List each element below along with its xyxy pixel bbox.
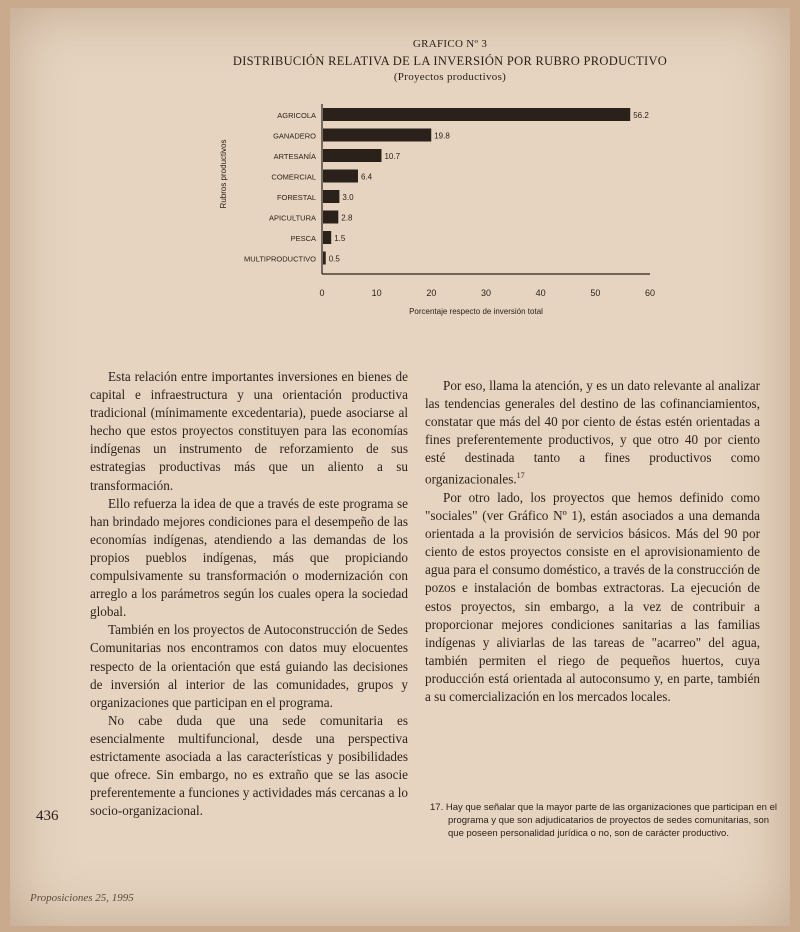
footnote: 17. Hay que señalar que la mayor parte de las organizaciones que participan en el programa y que son adjudicatarios de proyectos de sedes comunitarias, son que poseen personalidad jurídica o no, son de carácter productivo. (430, 802, 777, 839)
x-tick-label: 60 (644, 288, 656, 298)
x-axis-title: Porcentaje respecto de inversión total (409, 307, 543, 316)
bar (323, 211, 338, 224)
bar (323, 231, 331, 244)
category-label: GANADERO (273, 131, 316, 141)
category-label: FORESTAL (276, 193, 316, 202)
category-label: ARTESANÍA (273, 152, 316, 161)
data-label: 19.8 (434, 131, 450, 141)
category-label: COMERCIAL (271, 172, 316, 182)
bar (323, 252, 326, 265)
bar (323, 170, 358, 183)
data-label: 0.5 (328, 254, 340, 264)
book-page (10, 8, 790, 926)
data-label: 6.4 (360, 172, 373, 182)
chart-title: GRAFICO Nº 3 (412, 38, 488, 50)
paragraph: También en los proyectos de Autoconstrucción de Sedes Comunitarias nos encontramos con datos muy elocuentes respecto de la orientación que está guiando las decisiones de inversión al interior de las comunidades, grupos y organizaciones que participan en el programa. (90, 622, 408, 710)
x-tick-label: 30 (480, 288, 492, 298)
data-label: 10.7 (384, 152, 401, 161)
data-label: 1.5 (334, 234, 346, 243)
chart-canvas (10, 8, 790, 348)
x-tick-label: 40 (535, 288, 546, 298)
category-label: APICULTURA (269, 213, 316, 223)
bar (323, 190, 339, 203)
data-label: 2.8 (341, 213, 353, 223)
text-column-left (90, 368, 408, 820)
page-number: 436 (36, 808, 59, 824)
paragraph: No cabe duda que una sede comunitaria es esencialmente multifuncional, desde una perspectiva estrictamente asociada a las características y posibilidades que ofrece. Sin embargo, no es extraño que se las asocie preferentemente a funciones y actividades más cercanas a lo socio-organizacional. (90, 712, 408, 819)
paragraph: Por otro lado, los proyectos que hemos definido como "sociales" (ver Gráfico Nº 1), están asociados a una demanda orientada a la provisión de servicios básicos. Más del 90 por ciento de estos proyectos consiste en el aprovisionamiento de agua para el consumo doméstico, a través de la construcción de pozos e instalación de bombas extractoras. La ejecución de estos proyectos, sin embargo, a la vez de contribuir a proporcionar mejores condiciones sanitarias a las familias indígenas y aliviarlas de las tareas de "acarreo" del agua, también permiten el riego de pequeños huertos, cuya producción está orientada al autoconsumo y, en parte, también a su comercialización en los mercados locales. (425, 489, 760, 704)
paragraph (425, 377, 760, 489)
chart-subtitle: DISTRIBUCIÓN RELATIVA DE LA INVERSIÓN POR RUBRO PRODUCTIVO (232, 54, 668, 68)
bar (323, 129, 431, 142)
footnote-reference: 17 (516, 471, 525, 481)
paragraph: Esta relación entre importantes inversiones en bienes de capital e infraestructura y una orientación productiva tradicional (mínimamente excedentaria), puede asociarse al hecho que estos proyectos constituyen para las economías indígenas un instrumento de reforzamiento de sus estrategias productivas más que un aliento a su transformación. (90, 369, 408, 493)
running-foot: Proposiciones 25, 1995 (30, 892, 134, 904)
paragraph-text: Por eso, llama la atención, y es un dato relevante al analizar las tendencias generales del destino de las cofinanciamientos, constatar que más del 40 por ciento de éstas estén orientadas a fines preferentemente productivos, y que otro 40 por ciento esté destinada tanto a fines productivos como organizacionales. (425, 378, 760, 487)
bar (323, 108, 630, 121)
data-label: 56.2 (633, 111, 649, 120)
x-tick-label: 20 (426, 288, 437, 298)
x-tick-label: 10 (371, 288, 382, 298)
data-label: 3.0 (342, 193, 354, 202)
category-label: PESCA (290, 234, 316, 243)
bar-chart (10, 8, 790, 348)
chart-note: (Proyectos productivos) (393, 71, 507, 83)
category-label: AGRICOLA (277, 111, 316, 120)
category-label: MULTIPRODUCTIVO (244, 254, 316, 264)
y-axis-title: Rubros productivos (219, 139, 228, 209)
paragraph: Ello refuerza la idea de que a través de este programa se han brindado mejores condiciones para el desempeño de las economías indígenas, atendiendo a las demandas de los propios pueblos indígenas, más que propiciando compulsivamente su transformación o modernización con arreglo a los parámetros según los cuales opera la sociedad global. (90, 495, 408, 620)
x-tick-label: 50 (590, 288, 601, 298)
bar (323, 149, 381, 162)
text-column-right (425, 377, 760, 706)
x-tick-label: 0 (319, 288, 325, 298)
